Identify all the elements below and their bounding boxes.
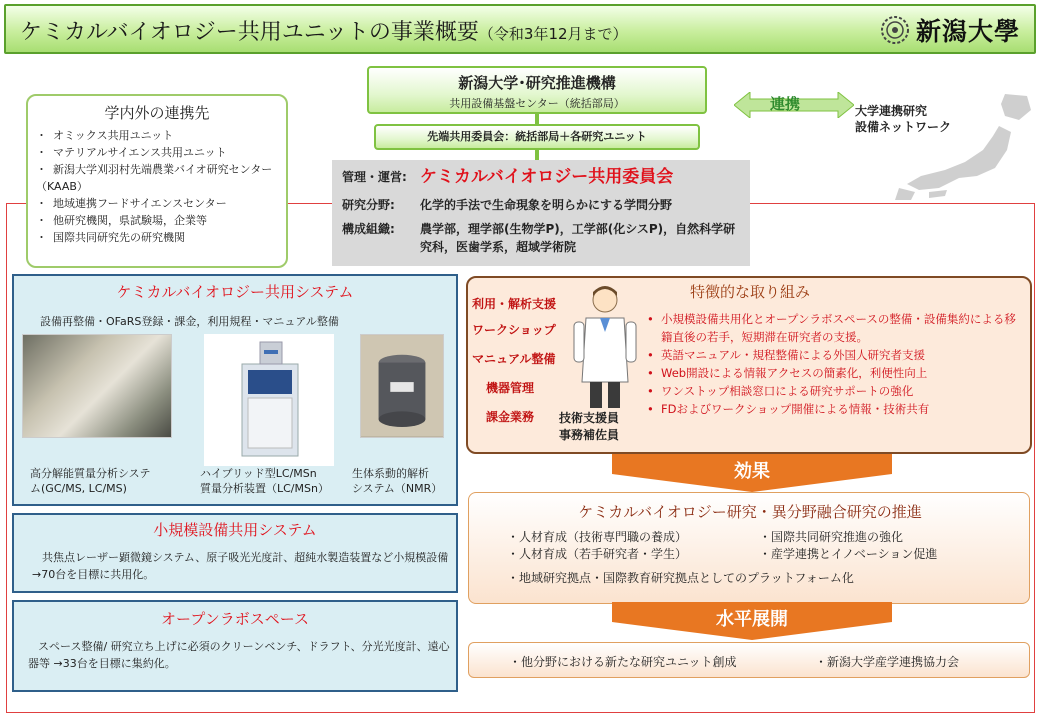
list-item: ・ 他研究機関，県試験場，企業等 [36,212,286,229]
list-item: • ワンストップ相談窓口による研究サポートの強化 [645,382,1025,400]
list-item: • Web開設による情報アクセスの簡素化，利便性向上 [645,364,1025,382]
list-item: ・ 地域連携フードサイエンスセンター [36,195,286,212]
panel-text: スペース整備/ 研究立ち上げに必須のクリーンベンチ、ドラフト、分光光度計、遠心器等 →33台を目標に集約化。 [28,640,450,670]
spread-label: 水平展開 [716,609,788,630]
results-box [468,492,1030,604]
network-label: 大学連携研究 設備ネットワーク [855,104,952,134]
connector-line [535,114,539,124]
lcms-instrument-photo [204,334,334,466]
panel-subtitle: 設備再整備・OFaRS登録・課金，利用規程・マニュアル整備 [40,315,339,328]
list-item: • FDおよびワークショップ開催による情報・技術共有 [645,400,1025,418]
link-label: 連携 [770,95,801,113]
panel-title: オープンラボスペース [161,610,309,628]
members-row: 構成組織: 農学部，理学部(生物学P)，工学部(化シスP)，自然科学研究科，医歯学系，超域学術院 [342,222,736,254]
list-item: ・ 他分野における新たな研究ユニット創成 [509,653,737,670]
partners-title: 学内外の連携先 [104,104,210,122]
lab-photo [22,334,172,438]
list-item: ・ 新潟大学刈羽村先端農業バイオ研究センター（KAAB） [36,161,286,195]
header-bar [4,4,1036,54]
list-item: ・ マテリアルサイエンス共用ユニット [36,144,286,161]
staff-illustration-icon [570,282,640,412]
committee-box: 先端共用委員会：統括部局＋各研究ユニット [374,124,700,150]
photo-caption: 高分解能質量分析システ ム(GC/MS, LC/MS) [30,467,151,495]
list-item: ・ 地域研究拠点・国際教育研究拠点としてのプラットフォーム化 [507,569,854,586]
research-field-row: 研究分野: 化学的手法で生命現象を明らかにする学問分野 [342,198,673,212]
support-item: 課金業務 [486,410,535,424]
organization-name: 新潟大学･研究推進機構 [458,74,616,92]
connector-line [535,150,539,160]
features-title: 特徴的な取り組み [690,283,811,301]
staff-label: 技術支援員 事務補佐員 [559,411,620,442]
panel-title: ケミカルバイオロジー共用システム [116,283,354,301]
open-lab-panel [12,600,458,692]
panel-text: 共焦点レーザー顕微鏡システム、原子吸光光度計、超純水製造装置など小規模設備→70台を目標に共用化。 [32,551,449,581]
organization-sub: 共用設備基盤センター（統括部局） [449,97,625,110]
list-item: ・ 国際共同研究推進の強化 [759,529,937,546]
features-list [645,310,1025,418]
title-period-note: （令和3年12月まで） [478,25,628,43]
university-logo [880,12,1020,48]
support-item: ワークショップ [472,323,556,337]
small-equipment-panel [12,513,458,593]
list-item: ・ 人材育成（若手研究者・学生） [507,546,687,563]
list-item: ・ 国際共同研究先の研究機関 [36,229,286,246]
university-seal-icon [880,15,910,45]
committee-name: ケミカルバイオロジー共用委員会 [420,167,674,187]
shared-system-panel [12,274,458,506]
results-column [759,529,937,563]
support-item: 利用・解析支援 [472,297,557,311]
logo-text: 新潟大學 [915,17,1020,46]
results-column [507,529,687,563]
list-item: ・ 産学連携とイノベーション促進 [759,546,937,563]
organization-box [367,66,707,114]
management-row: 管理・運営: ケミカルバイオロジー共用委員会 [342,167,674,187]
page-title: ケミカルバイオロジー共用ユニットの事業概要（令和3年12月まで） [20,20,628,45]
spread-box [468,642,1030,678]
effect-label: 効果 [734,461,770,482]
list-item: ・ オミックス共用ユニット [36,127,286,144]
nmr-instrument-photo [360,334,444,438]
partners-list [36,127,286,246]
support-item: マニュアル整備 [472,352,556,366]
photo-caption: 生体系動的解析 システム（NMR） [352,467,443,495]
list-item: • 小規模設備共用化とオープンラボスペースの整備・設備集約による移籍直後の若手，短期滞在研究者の支援。 [645,310,1025,346]
partners-box [26,94,288,268]
list-item: • 英語マニュアル・規程整備による外国人研究者支援 [645,346,1025,364]
results-title: ケミカルバイオロジー研究・異分野融合研究の推進 [578,503,922,521]
support-item: 機器管理 [486,381,535,395]
list-item: ・ 新潟大学産学連携協力会 [815,653,959,670]
panel-title: 小規模設備共用システム [153,521,317,539]
management-info [332,160,750,266]
photo-caption: ハイブリッド型LC/MSn 質量分析装置（LC/MSn） [200,467,329,495]
list-item: ・ 人材育成（技術専門職の養成） [507,529,687,546]
